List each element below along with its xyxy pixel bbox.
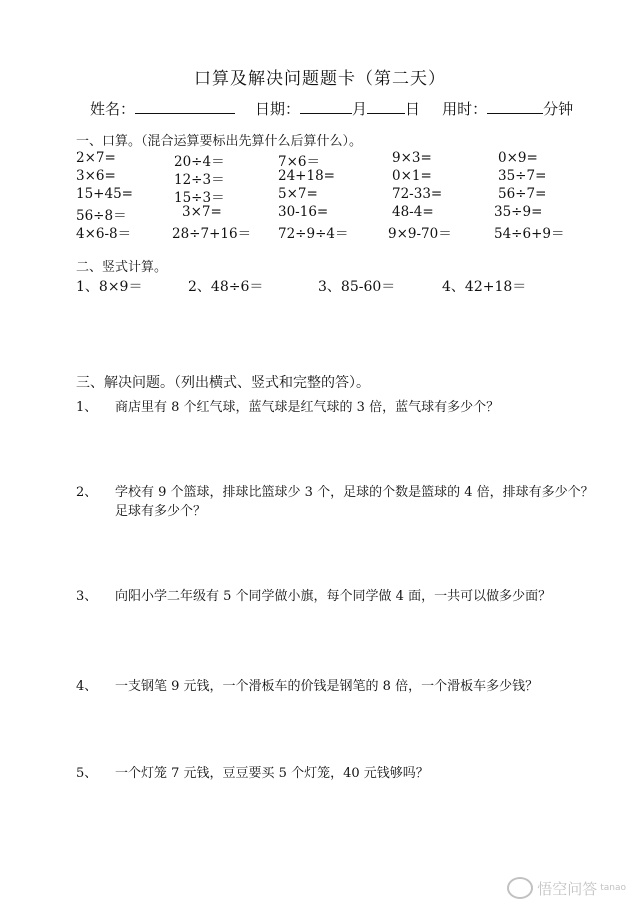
- date-label: 日期：: [255, 100, 301, 118]
- minute-label: 分钟: [543, 100, 574, 118]
- time-blank: [487, 101, 543, 114]
- calc-item: 48-4=: [392, 204, 434, 220]
- watermark: [507, 877, 626, 899]
- calc-item: 5×7=: [278, 186, 318, 202]
- question-text: 一支钢笔 9 元钱，一个滑板车的价钱是钢笔的 8 倍，一个滑板车多少钱？: [115, 679, 539, 694]
- calc-item: 12÷3＝: [174, 172, 225, 188]
- watermark-subtext: tanao: [600, 883, 626, 893]
- oral-calc-grid: [76, 150, 596, 240]
- question-text: 一个灯笼 7 元钱，豆豆要买 5 个灯笼，40 元钱够吗？: [115, 766, 429, 781]
- question-text: 商店里有 8 个红气球，蓝气球是红气球的 3 倍，蓝气球有多少个？: [115, 400, 500, 415]
- calc-item: 56÷8＝: [76, 208, 127, 224]
- calc-item: 56÷7=: [498, 186, 547, 202]
- calc-item: 3×6=: [76, 168, 116, 184]
- vertical-calc-item: 3、85-60＝: [318, 279, 396, 295]
- question-text-continued: 足球有多少个？: [115, 504, 207, 519]
- calc-row: [76, 204, 596, 222]
- calc-item: 7×6＝: [278, 154, 320, 170]
- calc-item: 35÷9=: [494, 204, 543, 220]
- calc-item: 4×6-8＝: [76, 226, 132, 242]
- student-info-line: [90, 98, 573, 119]
- question-number: 2、: [76, 485, 98, 500]
- calc-item: 54÷6+9＝: [494, 226, 565, 242]
- calc-item: 15+45=: [76, 186, 133, 202]
- question-number: 5、: [76, 766, 98, 781]
- calc-item: 9×3=: [392, 150, 432, 166]
- question-number: 3、: [76, 589, 98, 604]
- day-label: 日: [405, 100, 421, 118]
- page-title: 口算及解决问题题卡（第二天）: [194, 69, 446, 89]
- calc-item: 2×7=: [76, 150, 116, 166]
- wukong-logo-icon: [507, 877, 533, 899]
- month-blank: [300, 101, 352, 114]
- question-text: 向阳小学二年级有 5 个同学做小旗，每个同学做 4 面，一共可以做多少面？: [115, 589, 552, 604]
- section3-heading: 三、解决问题。（列出横式、竖式和完整的答）。: [76, 375, 370, 391]
- question-number: 1、: [76, 400, 98, 415]
- calc-item: 15÷3＝: [174, 190, 225, 206]
- calc-item: 72÷9÷4＝: [278, 226, 349, 242]
- calc-item: 9×9-70＝: [388, 226, 452, 242]
- vertical-calc-item: 1、8×9＝: [76, 279, 143, 295]
- name-blank: [135, 101, 235, 114]
- calc-item: 0×1=: [392, 168, 432, 184]
- calc-item: 0×9=: [498, 150, 538, 166]
- calc-row: [76, 186, 596, 204]
- calc-item: 24+18=: [278, 168, 335, 184]
- day-blank: [367, 101, 405, 114]
- calc-item: 30-16=: [278, 204, 329, 220]
- section2-heading: 二、竖式计算。: [76, 260, 168, 275]
- calc-item: 35÷7=: [498, 168, 547, 184]
- month-label: 月: [352, 100, 368, 118]
- vertical-calc-item: 2、48÷6＝: [188, 279, 264, 295]
- calc-row: [76, 222, 596, 240]
- name-label: 姓名：: [90, 100, 136, 118]
- watermark-text: 悟空问答: [537, 879, 598, 898]
- calc-row: [76, 150, 596, 168]
- calc-item: 72-33=: [392, 186, 443, 202]
- vertical-calc-item: 4、42+18＝: [442, 279, 527, 295]
- question-number: 4、: [76, 679, 98, 694]
- time-label: 用时：: [442, 100, 488, 118]
- section1-heading: 一、口算。（混合运算要标出先算什么后算什么）。: [76, 134, 363, 149]
- calc-item: 3×7=: [182, 204, 222, 220]
- calc-row: [76, 168, 596, 186]
- calc-item: 28÷7+16＝: [172, 226, 252, 242]
- calc-item: 20÷4＝: [174, 154, 225, 170]
- question-text: 学校有 9 个篮球，排球比篮球少 3 个，足球的个数是篮球的 4 倍，排球有多少个？: [115, 485, 594, 500]
